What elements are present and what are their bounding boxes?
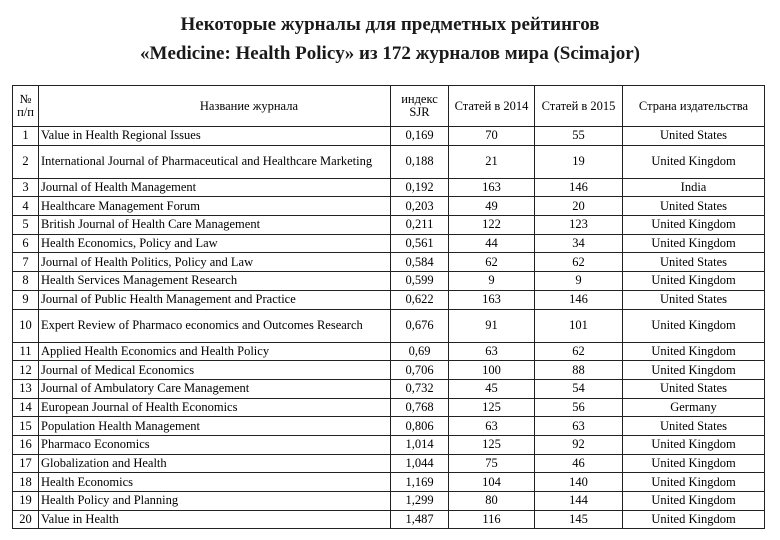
table-row [13, 127, 765, 146]
page-title [0, 10, 780, 68]
cell-country: United Kingdom [623, 454, 765, 473]
cell-2015: 140 [535, 473, 623, 492]
table-row [13, 454, 765, 473]
cell-name: Journal of Health Politics, Policy and Law [39, 253, 391, 272]
journals-table [12, 85, 765, 529]
cell-name: Value in Health [39, 510, 391, 529]
cell-sjr: 0,561 [391, 234, 449, 253]
cell-country: United Kingdom [623, 435, 765, 454]
cell-name: Healthcare Management Forum [39, 197, 391, 216]
cell-2014: 9 [449, 272, 535, 291]
cell-country: United Kingdom [623, 361, 765, 380]
cell-country: United Kingdom [623, 342, 765, 361]
cell-sjr: 1,169 [391, 473, 449, 492]
cell-2014: 80 [449, 492, 535, 511]
cell-num: 19 [13, 492, 39, 511]
table-header-row [13, 86, 765, 127]
cell-2014: 116 [449, 510, 535, 529]
cell-2014: 122 [449, 216, 535, 235]
cell-2014: 104 [449, 473, 535, 492]
table-row [13, 290, 765, 309]
cell-name: European Journal of Health Economics [39, 398, 391, 417]
cell-2014: 163 [449, 178, 535, 197]
cell-name: British Journal of Health Care Management [39, 216, 391, 235]
cell-2015: 62 [535, 253, 623, 272]
cell-2014: 75 [449, 454, 535, 473]
cell-sjr: 0,192 [391, 178, 449, 197]
table-row [13, 197, 765, 216]
cell-name: Journal of Ambulatory Care Management [39, 379, 391, 398]
cell-num: 18 [13, 473, 39, 492]
table-row [13, 417, 765, 436]
cell-num: 16 [13, 435, 39, 454]
cell-num: 5 [13, 216, 39, 235]
cell-name: Journal of Health Management [39, 178, 391, 197]
table-row [13, 473, 765, 492]
header-name: Название журнала [39, 86, 391, 127]
header-2014: Статей в 2014 [449, 86, 535, 127]
title-line-2: «Medicine: Health Policy» из 172 журналов мира (Scimajor) [140, 43, 640, 64]
cell-2014: 45 [449, 379, 535, 398]
title-line-1: Некоторые журналы для предметных рейтингов [180, 14, 600, 35]
cell-2015: 9 [535, 272, 623, 291]
cell-2015: 20 [535, 197, 623, 216]
cell-country: United Kingdom [623, 145, 765, 178]
cell-2014: 125 [449, 435, 535, 454]
cell-2015: 88 [535, 361, 623, 380]
cell-2015: 54 [535, 379, 623, 398]
table-row [13, 435, 765, 454]
cell-num: 7 [13, 253, 39, 272]
cell-2015: 146 [535, 178, 623, 197]
cell-2014: 91 [449, 309, 535, 342]
cell-country: United States [623, 290, 765, 309]
cell-country: United Kingdom [623, 216, 765, 235]
table-row [13, 178, 765, 197]
table-body [13, 127, 765, 529]
cell-num: 15 [13, 417, 39, 436]
cell-country: United States [623, 253, 765, 272]
cell-country: United States [623, 197, 765, 216]
cell-sjr: 0,599 [391, 272, 449, 291]
table-row [13, 342, 765, 361]
journals-table-container [12, 85, 764, 529]
header-sjr: индекс SJR [391, 86, 449, 127]
cell-sjr: 0,211 [391, 216, 449, 235]
cell-num: 4 [13, 197, 39, 216]
cell-num: 2 [13, 145, 39, 178]
cell-2015: 123 [535, 216, 623, 235]
table-row [13, 216, 765, 235]
cell-name: Population Health Management [39, 417, 391, 436]
cell-num: 13 [13, 379, 39, 398]
cell-name: Value in Health Regional Issues [39, 127, 391, 146]
cell-country: United States [623, 417, 765, 436]
cell-sjr: 1,014 [391, 435, 449, 454]
table-row [13, 361, 765, 380]
cell-country: Germany [623, 398, 765, 417]
cell-sjr: 0,584 [391, 253, 449, 272]
table-row [13, 492, 765, 511]
cell-2014: 70 [449, 127, 535, 146]
cell-country: India [623, 178, 765, 197]
table-row [13, 272, 765, 291]
cell-2014: 44 [449, 234, 535, 253]
cell-2015: 92 [535, 435, 623, 454]
cell-sjr: 0,622 [391, 290, 449, 309]
cell-2015: 55 [535, 127, 623, 146]
cell-2015: 46 [535, 454, 623, 473]
cell-name: Applied Health Economics and Health Policy [39, 342, 391, 361]
cell-name: Journal of Medical Economics [39, 361, 391, 380]
cell-name: Pharmaco Economics [39, 435, 391, 454]
cell-2015: 101 [535, 309, 623, 342]
table-row [13, 253, 765, 272]
cell-name: Health Policy and Planning [39, 492, 391, 511]
cell-num: 10 [13, 309, 39, 342]
cell-num: 20 [13, 510, 39, 529]
cell-country: United Kingdom [623, 272, 765, 291]
cell-sjr: 1,487 [391, 510, 449, 529]
cell-num: 11 [13, 342, 39, 361]
cell-2014: 125 [449, 398, 535, 417]
table-row [13, 379, 765, 398]
cell-sjr: 0,203 [391, 197, 449, 216]
cell-num: 3 [13, 178, 39, 197]
header-2015: Статей в 2015 [535, 86, 623, 127]
cell-name: Journal of Public Health Management and Practice [39, 290, 391, 309]
table-row [13, 145, 765, 178]
header-country: Страна издательства [623, 86, 765, 127]
cell-num: 12 [13, 361, 39, 380]
cell-name: Health Economics [39, 473, 391, 492]
cell-2015: 144 [535, 492, 623, 511]
table-row [13, 510, 765, 529]
table-row [13, 398, 765, 417]
cell-sjr: 0,69 [391, 342, 449, 361]
cell-2014: 49 [449, 197, 535, 216]
cell-2015: 62 [535, 342, 623, 361]
cell-sjr: 0,169 [391, 127, 449, 146]
cell-sjr: 1,299 [391, 492, 449, 511]
cell-2014: 100 [449, 361, 535, 380]
cell-num: 8 [13, 272, 39, 291]
cell-2015: 19 [535, 145, 623, 178]
cell-num: 6 [13, 234, 39, 253]
cell-num: 1 [13, 127, 39, 146]
cell-name: Globalization and Health [39, 454, 391, 473]
table-row [13, 234, 765, 253]
cell-name: Health Economics, Policy and Law [39, 234, 391, 253]
cell-country: United Kingdom [623, 492, 765, 511]
cell-2014: 163 [449, 290, 535, 309]
cell-name: International Journal of Pharmaceutical and Healthcare Marketing [39, 145, 391, 178]
table-row [13, 309, 765, 342]
cell-sjr: 1,044 [391, 454, 449, 473]
cell-num: 17 [13, 454, 39, 473]
cell-country: United Kingdom [623, 234, 765, 253]
cell-2014: 63 [449, 342, 535, 361]
cell-2015: 146 [535, 290, 623, 309]
cell-country: United States [623, 379, 765, 398]
cell-sjr: 0,676 [391, 309, 449, 342]
cell-country: United States [623, 127, 765, 146]
cell-country: United Kingdom [623, 510, 765, 529]
cell-sjr: 0,732 [391, 379, 449, 398]
cell-name: Health Services Management Research [39, 272, 391, 291]
cell-2015: 63 [535, 417, 623, 436]
cell-sjr: 0,768 [391, 398, 449, 417]
cell-2015: 56 [535, 398, 623, 417]
cell-country: United Kingdom [623, 473, 765, 492]
cell-num: 14 [13, 398, 39, 417]
cell-2015: 145 [535, 510, 623, 529]
cell-sjr: 0,706 [391, 361, 449, 380]
cell-num: 9 [13, 290, 39, 309]
cell-2014: 63 [449, 417, 535, 436]
cell-2014: 62 [449, 253, 535, 272]
cell-country: United Kingdom [623, 309, 765, 342]
cell-sjr: 0,188 [391, 145, 449, 178]
cell-sjr: 0,806 [391, 417, 449, 436]
cell-name: Expert Review of Pharmaco economics and Outcomes Research [39, 309, 391, 342]
cell-2014: 21 [449, 145, 535, 178]
header-num: № п/п [13, 86, 39, 127]
cell-2015: 34 [535, 234, 623, 253]
